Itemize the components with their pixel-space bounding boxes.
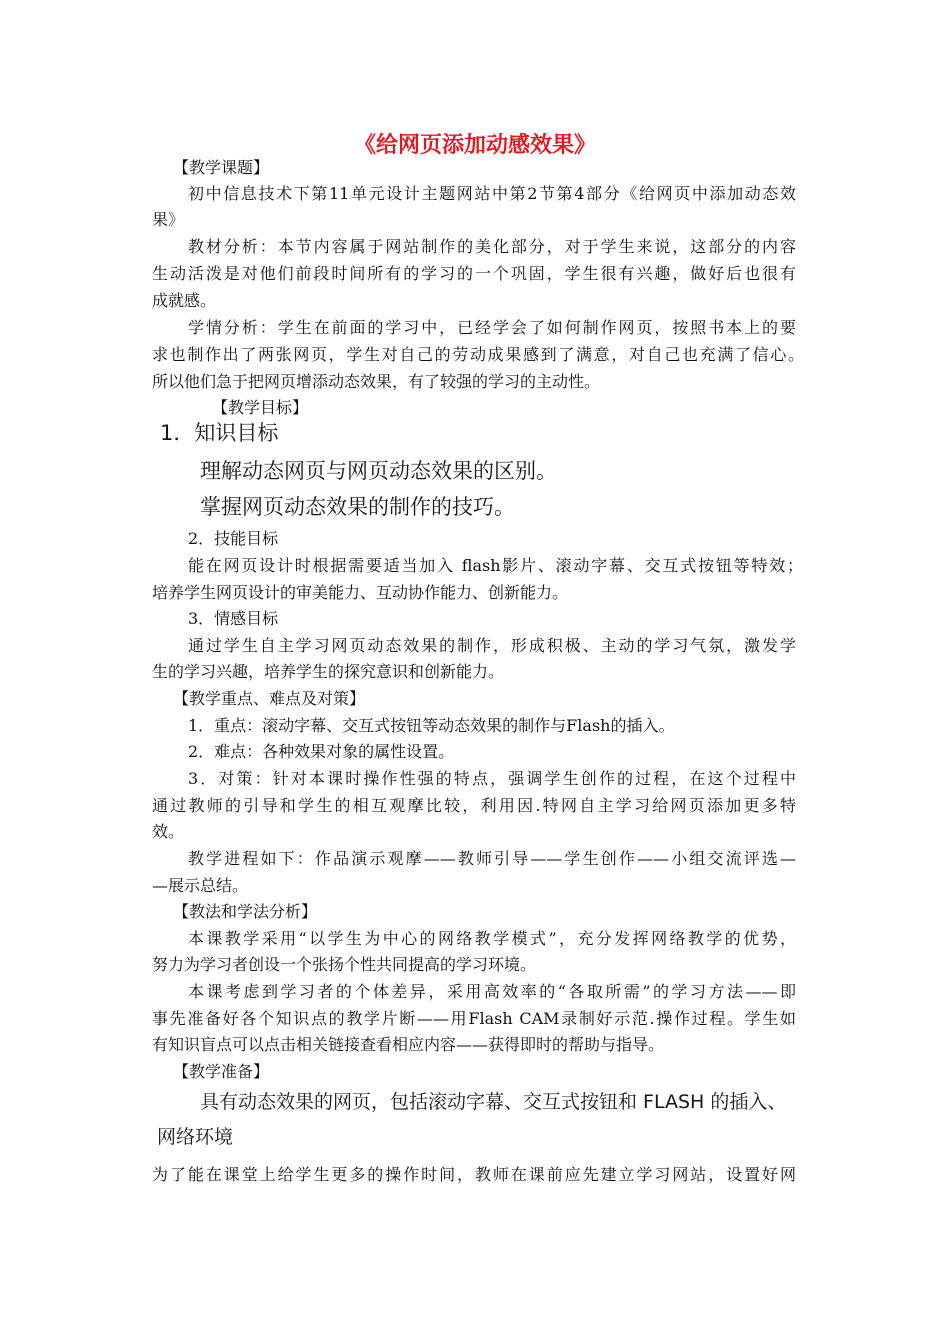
keypoint-line: 2．难点：各种效果对象的属性设置。	[188, 742, 455, 761]
knowledge-heading: 1．知识目标	[160, 421, 279, 445]
material-line: 生动活泼是对他们前段时间所有的学习的一个巩固，学生很有兴趣，做好后也很有	[152, 264, 796, 283]
skill-heading: 2．技能目标	[188, 529, 279, 548]
method-line: 本课考虑到学习者的个体差异，采用高效率的“各取所需”的学习方法——即	[188, 982, 796, 1001]
process-line: 教学进程如下：作品演示观摩——教师引导——学生创作——小组交流评选—	[188, 849, 796, 868]
keypoint-line: 1．重点：滚动字幕、交互式按钮等动态效果的制作与Flash的插入。	[188, 716, 675, 735]
skill-line: 培养学生网页设计的审美能力、互动协作能力、创新能力。	[152, 583, 569, 602]
prep-line: 具有动态效果的网页，包括滚动字幕、交互式按钮和 FLASH 的插入、	[200, 1091, 787, 1113]
skill-line: 能在网页设计时根据需要适当加入 flash影片、滚动字幕、交互式按钮等特效；	[188, 556, 803, 575]
learner-line: 学情分析：学生在前面的学习中，已经学会了如何制作网页，按照书本上的要	[188, 318, 796, 337]
prep-line: 网络环境	[157, 1126, 234, 1148]
goals-heading: 【教学目标】	[212, 398, 309, 417]
learner-line: 求也制作出了两张网页，学生对自己的劳动成果感到了满意，对自己也充满了信心。	[152, 345, 804, 364]
method-line: 努力为学习者创设一个张扬个性共同提高的学习环境。	[152, 955, 537, 974]
strategy-line: 效。	[152, 822, 185, 841]
knowledge-line: 掌握网页动态效果的制作的技巧。	[200, 495, 515, 519]
method-line: 本课教学采用“以学生为中心的网络教学模式”，充分发挥网络教学的优势，	[188, 929, 796, 948]
keypoints-heading: 【教学重点、难点及对策】	[173, 689, 366, 708]
topic-line: 果》	[152, 210, 185, 229]
emotion-heading: 3．情感目标	[188, 609, 279, 628]
strategy-line: 3．对策：针对本课时操作性强的特点，强调学生创作的过程，在这个过程中	[188, 769, 796, 788]
learner-line: 所以他们急于把网页增添动态效果，有了较强的学习的主动性。	[152, 372, 601, 391]
emotion-line: 生的学习兴趣，培养学生的探究意识和创新能力。	[152, 662, 505, 681]
method-line: 事先准备好各个知识点的教学片断——用Flash CAM录制好示范.操作过程。学生如	[152, 1009, 796, 1028]
topic-line: 初中信息技术下第11单元设计主题网站中第2节第4部分《给网页中添加动态效	[188, 184, 796, 203]
prep-heading: 【教学准备】	[173, 1062, 270, 1081]
knowledge-line: 理解动态网页与网页动态效果的区别。	[200, 459, 557, 483]
method-heading: 【教法和学法分析】	[173, 902, 318, 921]
process-line: —展示总结。	[152, 876, 249, 895]
material-line: 成就感。	[152, 291, 217, 310]
topic-heading: 【教学课题】	[173, 158, 270, 177]
material-line: 教材分析：本节内容属于网站制作的美化部分，对于学生来说，这部分的内容	[188, 237, 796, 256]
emotion-line: 通过学生自主学习网页动态效果的制作，形成积极、主动的学习气氛，激发学	[188, 636, 796, 655]
strategy-line: 通过教师的引导和学生的相互观摩比较，利用因.特网自主学习给网页添加更多特	[152, 796, 796, 815]
method-line: 有知识盲点可以点击相关链接查看相应内容——获得即时的帮助与指导。	[152, 1035, 665, 1054]
document-title: 《给网页添加动感效果》	[353, 133, 596, 158]
final-line: 为了能在课堂上给学生更多的操作时间，教师在课前应先建立学习网站，设置好网	[152, 1165, 796, 1184]
